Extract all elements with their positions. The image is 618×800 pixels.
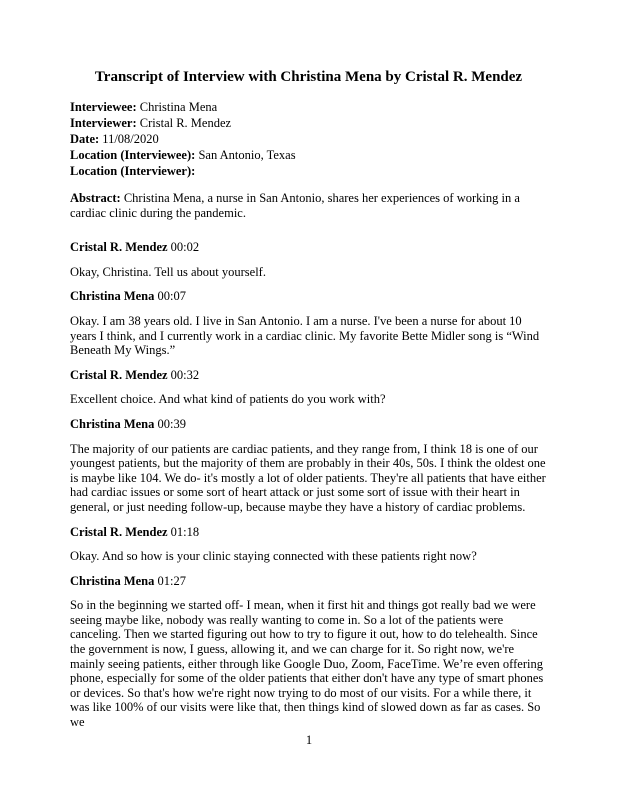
transcript-entry [70,289,547,357]
speaker-heading [70,289,547,304]
utterance-text: Okay. I am 38 years old. I live in San Antonio. I am a nurse. I've been a nurse for about 10 years I think, and I currently work in a cardiac clinic. My favorite Bette Midler song is “Wind Beneath My Wings.” [70,313,540,358]
speaker-name: Cristal R. Mendez [70,524,168,539]
metadata-label: Location (Interviewee): [70,148,196,162]
timestamp: 00:32 [170,367,200,382]
metadata-value: Cristal R. Mendez [139,116,232,130]
speaker-heading [70,417,547,432]
metadata-label: Date: [70,132,100,146]
speaker-name: Christina Mena [70,289,155,304]
transcript-entry [70,417,547,515]
transcript-entry [70,368,547,407]
utterance-text: Excellent choice. And what kind of patients do you work with? [70,392,386,407]
metadata-row-location-interviewee [70,147,547,163]
timestamp: 00:39 [157,416,186,431]
metadata-row-location-interviewer [70,163,547,179]
transcript-entry [70,574,547,730]
transcript-entry [70,240,547,279]
metadata-row-interviewee [70,99,547,115]
metadata-block [70,99,547,179]
abstract [70,191,547,220]
speaker-name: Cristal R. Mendez [70,367,168,382]
speaker-heading [70,240,547,255]
metadata-label: Interviewee: [70,100,137,114]
metadata-row-date [70,131,547,147]
utterance-text: Okay, Christina. Tell us about yourself. [70,264,266,279]
metadata-label: Location (Interviewer): [70,164,196,178]
timestamp: 00:02 [170,240,200,255]
metadata-value: Christina Mena [139,100,218,114]
speaker-name: Christina Mena [70,573,155,588]
metadata-value: 11/08/2020 [102,132,159,146]
utterance-text: So in the beginning we started off- I mean, when it first hit and things got really bad we were seeing maybe like, nobody was really wanting to come in. So a lot of the patients were canceling. Then we started figuring out how to try to figure it out, how to do telehealth. Since the government is now, I guess, allowing it, and we can charge for it. So right now, we're mainly seeing patients, either through like Google Duo, Zoom, FaceTime. We’re even offering phone, especially for some of the older patients that either don't have any type of smart phones or devices. So that's how we're right now trying to do most of our visits. For a while there, it was like 100% of our visits were like that, then things kind of slowed down as far as cases. So we [70,598,544,730]
metadata-row-interviewer [70,115,547,131]
transcript-entry [70,525,547,564]
speaker-heading [70,368,547,383]
metadata-label: Interviewer: [70,116,137,130]
timestamp: 01:18 [170,524,200,539]
page-number: 1 [305,733,313,747]
utterance-text: The majority of our patients are cardiac patients, and they range from, I think 18 is one of our youngest patients, but the majority of them are probably in their 40s, 50s. I think the oldest one is maybe like 104. We do- it's mostly a lot of older patients. They're all patients that have either had cardiac issues or some sort of heart attack or just some sort of issue with their heart in general, or just needing follow-up, because maybe they have a history of cardiac problems. [70,441,546,514]
speaker-heading [70,574,547,589]
metadata-value: San Antonio, Texas [198,148,296,162]
timestamp: 01:27 [157,573,186,588]
utterance-text: Okay. And so how is your clinic staying connected with these patients right now? [70,549,477,564]
speaker-name: Christina Mena [70,416,155,431]
speaker-name: Cristal R. Mendez [70,240,168,255]
speaker-heading [70,525,547,540]
timestamp: 00:07 [157,289,186,304]
abstract-label: Abstract: [70,191,121,205]
abstract-text: Christina Mena, a nurse in San Antonio, shares her experiences of working in a cardiac clinic during the pandemic. [70,191,520,220]
document-title: Transcript of Interview with Christina Mena by Cristal R. Mendez [94,69,523,85]
